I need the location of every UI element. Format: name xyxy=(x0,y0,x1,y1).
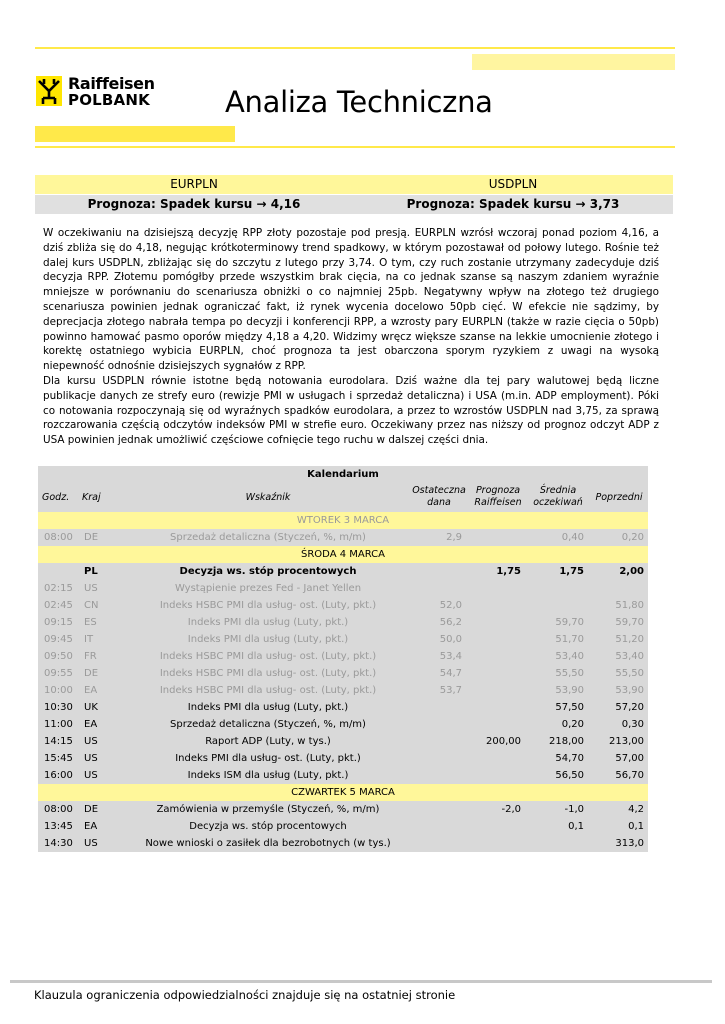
footer-disclaimer: Klauzula ograniczenia odpowiedzialności znajduje się na ostatniej stronie xyxy=(34,988,456,1002)
row-consensus: 51,70 xyxy=(555,634,584,645)
row-country: UK xyxy=(84,702,98,713)
row-actual: 53,4 xyxy=(439,651,462,662)
header-previous: Poprzedni xyxy=(595,492,643,503)
row-previous: 0,1 xyxy=(628,821,644,832)
row-consensus: 57,50 xyxy=(555,702,584,713)
row-country: US xyxy=(84,770,98,781)
row-previous: 56,70 xyxy=(615,770,644,781)
table-row xyxy=(38,614,648,631)
row-time: 02:45 xyxy=(44,600,73,611)
row-country: US xyxy=(84,838,98,849)
header-consensus: Średnia oczekiwań xyxy=(533,485,583,508)
table-row xyxy=(38,733,648,750)
header-time: Godz. xyxy=(42,492,70,503)
row-consensus: 0,40 xyxy=(561,532,584,543)
row-time: 11:00 xyxy=(44,719,73,730)
eurpln-forecast: Prognoza: Spadek kursu → 4,16 xyxy=(35,195,353,214)
row-indicator: Indeks HSBC PMI dla usług- ost. (Luty, pkt.) xyxy=(159,668,377,679)
row-country: US xyxy=(84,736,98,747)
row-country: US xyxy=(84,753,98,764)
row-previous: 2,00 xyxy=(619,566,644,577)
row-indicator: Decyzja ws. stóp procentowych xyxy=(189,821,347,832)
row-time: 08:00 xyxy=(44,532,73,543)
row-actual: 56,2 xyxy=(439,617,462,628)
row-forecast: 200,00 xyxy=(486,736,521,747)
row-consensus: 0,1 xyxy=(568,821,584,832)
logo-text-raiffeisen: Raiffeisen xyxy=(68,74,155,93)
row-indicator: Sprzedaż detaliczna (Styczeń, %, m/m) xyxy=(170,532,366,543)
row-indicator: Zamówienia w przemyśle (Styczeń, %, m/m) xyxy=(156,804,380,815)
analysis-paragraph: W oczekiwaniu na dzisiejszą decyzję RPP złoty pozostaje pod presją. EURPLN wzrósł wczoraj ponad poziom 4,16, a dziś zbliża się do 4,18, negując krótkoterminowy trend spadkowy, w którym pozostawał od połowy lutego. Rośnie też dalej kurs USDPLN, zbliżając się do szczytu z lutego przy 3,74. O tym, czy ruch zostanie utrzymany zadecyduje dziś decyzja RPP. Złotemu pomógłby przede wszystkim brak cięcia, na co jednak szanse są naszym zdaniem wyraźnie mniejsze w porównaniu do scenariusza obniżki o co najmniej 25pb. Negatywny wpływ na złotego też drugiego scenariusza powinien jednak ograniczać fakt, iż rynek wycenia docelowo 50pb cięć. W efekcie nie sądzimy, by deprecjacja złotego nabrała tempa po decyzji i konferencji RPP, a wzrosty pary EURPLN (także w razie cięcia o 50pb) powinno hamować pasmo oporów między 4,18 a 4,20. Widzimy wręcz większe szanse na lekkie umocnienie złotego i korektę ostatniego wybicia EURPLN, choć prognoza ta jest obarczona sporym ryzykiem z uwagi na wysoką niepewność odnośnie dzisiejszych sygnałów z RPP. xyxy=(43,227,659,373)
row-previous: 55,50 xyxy=(615,668,644,679)
header-top-line xyxy=(35,47,675,49)
eurpln-label: EURPLN xyxy=(35,175,353,194)
row-previous: 59,70 xyxy=(615,617,644,628)
row-indicator: Indeks PMI dla usług- ost. (Luty, pkt.) xyxy=(175,753,361,764)
row-country: IT xyxy=(84,634,94,645)
row-indicator: Indeks HSBC PMI dla usług- ost. (Luty, pkt.) xyxy=(159,685,377,696)
page-title: Analiza Techniczna xyxy=(225,85,493,119)
row-consensus: 1,75 xyxy=(559,566,584,577)
row-indicator: Indeks PMI dla usług (Luty, pkt.) xyxy=(187,702,349,713)
row-previous: 51,80 xyxy=(615,600,644,611)
row-actual: 50,0 xyxy=(439,634,462,645)
header-forecast: Prognoza Raiffeisen xyxy=(474,485,522,508)
row-forecast: 1,75 xyxy=(496,566,521,577)
row-actual: 2,9 xyxy=(446,532,462,543)
row-consensus: 53,40 xyxy=(555,651,584,662)
calendar-table xyxy=(38,466,648,852)
row-country: ES xyxy=(84,617,97,628)
row-time: 09:50 xyxy=(44,651,73,662)
row-previous: 57,20 xyxy=(615,702,644,713)
row-time: 02:15 xyxy=(44,583,73,594)
table-row xyxy=(38,750,648,767)
header-yellow-bar xyxy=(35,126,235,142)
row-indicator: Sprzedaż detaliczna (Styczeń, %, m/m) xyxy=(170,719,366,730)
table-row xyxy=(38,716,648,733)
row-time: 08:00 xyxy=(44,804,73,815)
row-previous: 0,20 xyxy=(621,532,644,543)
row-indicator: Indeks HSBC PMI dla usług- ost. (Luty, pkt.) xyxy=(159,651,377,662)
table-row xyxy=(38,818,648,835)
row-country: US xyxy=(84,583,98,594)
row-time: 14:30 xyxy=(44,838,73,849)
day-header: ŚRODA 4 MARCA xyxy=(38,546,648,563)
row-previous: 4,2 xyxy=(628,804,644,815)
footer-divider xyxy=(10,980,712,983)
row-consensus: 55,50 xyxy=(555,668,584,679)
row-consensus: 54,70 xyxy=(555,753,584,764)
header-indicator: Wskaźnik xyxy=(245,492,291,503)
row-indicator: Indeks PMI dla usług (Luty, pkt.) xyxy=(187,634,349,645)
usdpln-label: USDPLN xyxy=(353,175,673,194)
header-actual: Ostateczna dana xyxy=(412,485,466,508)
table-row xyxy=(38,648,648,665)
row-country: CN xyxy=(84,600,99,611)
header-top-right-block xyxy=(472,54,675,70)
row-time: 09:15 xyxy=(44,617,73,628)
table-row xyxy=(38,597,648,614)
row-actual: 54,7 xyxy=(439,668,462,679)
row-country: DE xyxy=(84,804,99,815)
row-indicator: Wystąpienie prezes Fed - Janet Yellen xyxy=(174,583,362,594)
table-row xyxy=(38,665,648,682)
table-row xyxy=(38,529,648,546)
table-row xyxy=(38,580,648,597)
row-consensus: 0,20 xyxy=(561,719,584,730)
row-time: 10:30 xyxy=(44,702,73,713)
row-consensus: -1,0 xyxy=(564,804,584,815)
row-country: DE xyxy=(84,532,99,543)
row-forecast: -2,0 xyxy=(501,804,521,815)
row-consensus: 218,00 xyxy=(549,736,584,747)
row-country: EA xyxy=(84,821,98,832)
table-row xyxy=(38,631,648,648)
row-previous: 313,0 xyxy=(615,838,644,849)
table-row xyxy=(38,699,648,716)
row-previous: 53,90 xyxy=(615,685,644,696)
row-indicator: Decyzja ws. stóp procentowych xyxy=(179,566,357,577)
row-indicator: Nowe wnioski o zasiłek dla bezrobotnych (w tys.) xyxy=(145,838,391,849)
calendar-title: Kalendarium xyxy=(307,469,379,480)
row-country: EA xyxy=(84,685,98,696)
row-previous: 0,30 xyxy=(621,719,644,730)
row-actual: 52,0 xyxy=(439,600,462,611)
analysis-text xyxy=(43,226,659,448)
row-actual: 53,7 xyxy=(439,685,462,696)
day-header: WTOREK 3 MARCA xyxy=(38,512,648,529)
row-indicator: Indeks ISM dla usług (Luty, pkt.) xyxy=(187,770,349,781)
table-row xyxy=(38,835,648,852)
raiffeisen-logo-icon xyxy=(36,76,62,106)
row-previous: 53,40 xyxy=(615,651,644,662)
row-indicator: Indeks HSBC PMI dla usług- ost. (Luty, pkt.) xyxy=(159,600,377,611)
row-time: 10:00 xyxy=(44,685,73,696)
row-time: 09:55 xyxy=(44,668,73,679)
day-header: CZWARTEK 5 MARCA xyxy=(38,784,648,801)
row-previous: 51,20 xyxy=(615,634,644,645)
table-row xyxy=(38,801,648,818)
table-row xyxy=(38,682,648,699)
header-country: Kraj xyxy=(82,492,101,503)
logo-text-polbank: POLBANK xyxy=(68,91,150,109)
row-time: 16:00 xyxy=(44,770,73,781)
row-time: 13:45 xyxy=(44,821,73,832)
calendar-body xyxy=(38,512,648,852)
row-indicator: Raport ADP (Luty, w tys.) xyxy=(205,736,331,747)
row-country: FR xyxy=(84,651,97,662)
row-country: DE xyxy=(84,668,99,679)
calendar-header-row xyxy=(38,483,648,512)
row-time: 15:45 xyxy=(44,753,73,764)
row-time: 14:15 xyxy=(44,736,73,747)
row-consensus: 56,50 xyxy=(555,770,584,781)
usdpln-forecast: Prognoza: Spadek kursu → 3,73 xyxy=(353,195,673,214)
row-consensus: 53,90 xyxy=(555,685,584,696)
row-consensus: 59,70 xyxy=(555,617,584,628)
row-time: 09:45 xyxy=(44,634,73,645)
header-bottom-line xyxy=(35,146,675,148)
row-indicator: Indeks PMI dla usług (Luty, pkt.) xyxy=(187,617,349,628)
row-country: EA xyxy=(84,719,98,730)
row-previous: 57,00 xyxy=(615,753,644,764)
row-country: PL xyxy=(84,566,98,577)
analysis-paragraph: Dla kursu USDPLN równie istotne będą notowania eurodolara. Dziś ważne dla tej pary walutowej będą liczne publikacje danych ze strefy euro (rewizje PMI w usługach i sprzedaż detaliczna) i USA (m.in. ADP employment). Póki co notowania rozpoczynają się od wyraźnych spadków eurodolara, a przez to wzrostów USDPLN nad 3,75, za sprawą rozczarowania częścią odczytów indeksów PMI w strefie euro. Oczekiwany przez nas niższy od prognoz odczyt ADP z USA powinien jednak umożliwić częściowe cofnięcie tego ruchu w dalszej części dnia. xyxy=(43,374,659,447)
table-row xyxy=(38,767,648,784)
table-row xyxy=(38,563,648,580)
row-previous: 213,00 xyxy=(609,736,644,747)
